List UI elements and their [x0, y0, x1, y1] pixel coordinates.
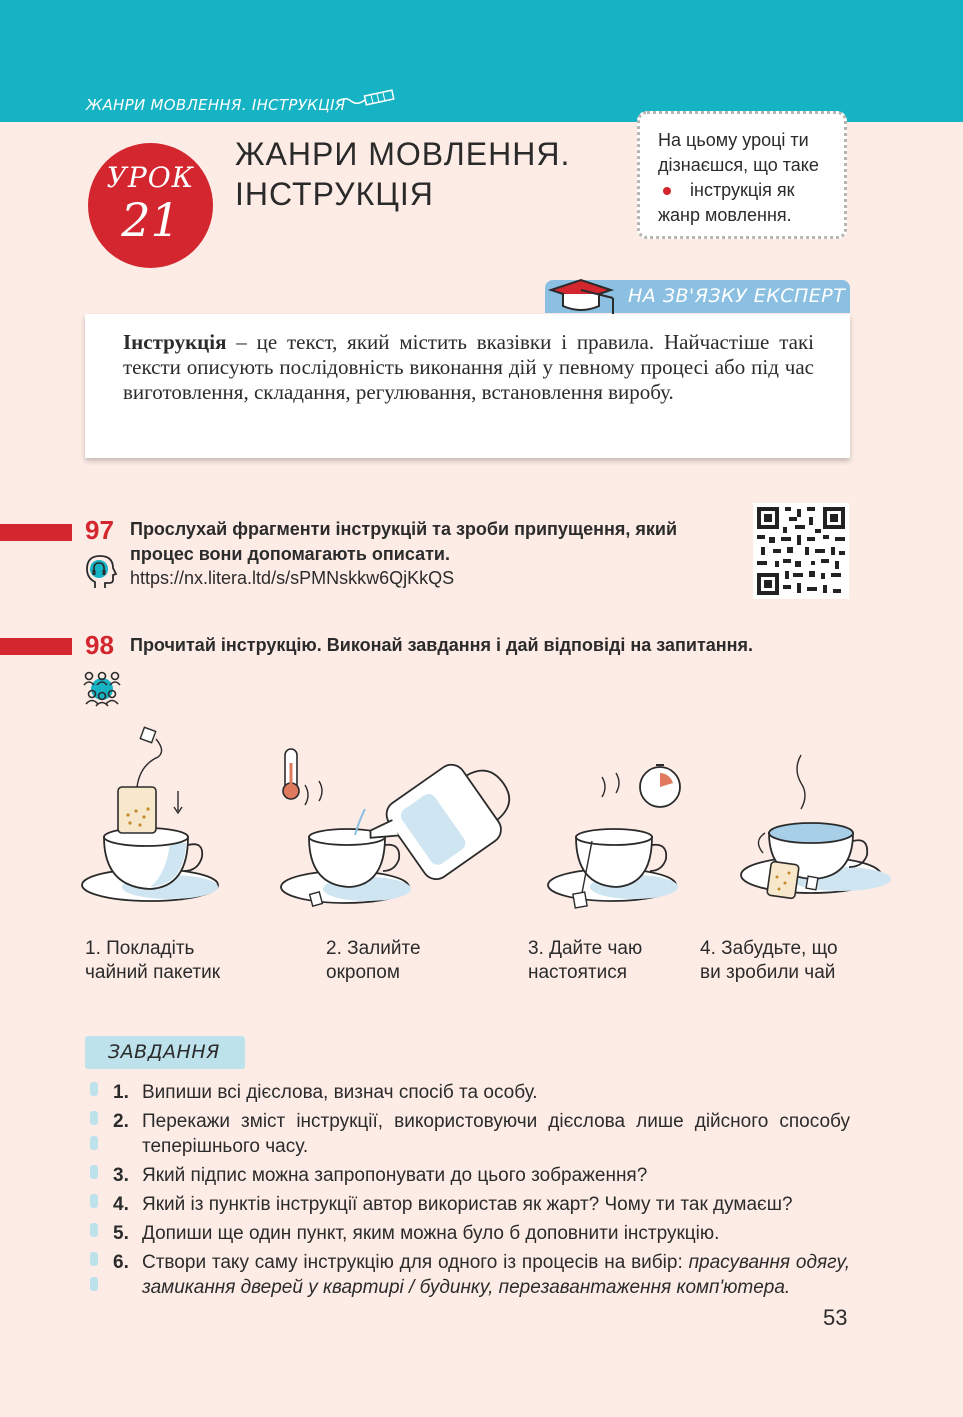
- step-1-line2: чайний пакетик: [85, 962, 221, 983]
- task-97-number: 97: [85, 515, 114, 545]
- exercise-text: Перекажи зміст інструкції, використовуючи дієслова лише дійсного способу теперішнього часу.: [142, 1111, 850, 1157]
- qr-code-icon[interactable]: [753, 503, 849, 599]
- step-3-line2: настоятися: [528, 962, 628, 983]
- step-2-caption: [326, 937, 421, 985]
- task-98-number: 98: [85, 630, 114, 660]
- exercise-text: Який із пунктів інструкції автор використав як жарт? Чому ти так думаєш?: [142, 1194, 793, 1215]
- list-marker: [90, 1165, 98, 1179]
- step-2-line2: окропом: [326, 962, 400, 983]
- exercise-item: [90, 1080, 850, 1105]
- step-1-line1: 1. Покладіть: [85, 938, 195, 959]
- list-marker: [90, 1252, 98, 1266]
- step-1-teabag-cup-illustration: [70, 725, 230, 915]
- goals-item-line1: інструкція як: [690, 180, 795, 200]
- exercise-item: [90, 1163, 850, 1188]
- exercise-text: Створи таку саму інструкцію для одного із процесів на вибір:: [142, 1252, 689, 1273]
- bullet-dot-icon: [663, 187, 671, 195]
- task-98-bar: [0, 638, 72, 655]
- exercise-text: Який підпис можна запропонувати до цього зображення?: [142, 1165, 648, 1186]
- list-marker: [90, 1194, 98, 1208]
- goals-intro-line1: На цьому уроці ти: [658, 130, 809, 150]
- step-4-caption: [700, 937, 838, 985]
- definition-card: [85, 314, 850, 458]
- step-3-line1: 3. Дайте чаю: [528, 938, 643, 959]
- page-number: 53: [823, 1305, 848, 1330]
- step-1-caption: [85, 937, 220, 985]
- exercise-number: 1.: [113, 1082, 129, 1103]
- lesson-title-line1: ЖАНРИ МОВЛЕННЯ.: [235, 136, 571, 172]
- lesson-number: 21: [121, 193, 180, 247]
- step-3-caption: [528, 937, 642, 985]
- task-98-text: Прочитай інструкцію. Виконай завдання і дай відповіді на запитання.: [130, 635, 754, 655]
- exercise-text: Допиши ще один пункт, яким можна було б доповнити інструкцію.: [142, 1223, 720, 1244]
- goals-bullet-item: [658, 178, 844, 203]
- exercise-text: Випиши всі дієслова, визнач спосіб та особу.: [142, 1082, 538, 1103]
- lesson-word: УРОК: [106, 161, 195, 194]
- expert-label: НА ЗВ'ЯЗКУ ЕКСПЕРТ: [628, 285, 846, 307]
- running-head: ЖАНРИ МОВЛЕННЯ. ІНСТРУКЦІЯ: [86, 96, 346, 114]
- list-marker: [90, 1111, 98, 1125]
- step-4-line2: ви зробили чай: [700, 962, 836, 983]
- exercise-number: 4.: [113, 1194, 129, 1215]
- headphones-head-icon: [83, 552, 119, 590]
- exercise-number: 6.: [113, 1252, 129, 1273]
- lesson-title-line2: ІНСТРУКЦІЯ: [235, 176, 434, 212]
- task-97-bar: [0, 524, 72, 541]
- exercise-item: [90, 1109, 850, 1159]
- exercise-item: [90, 1192, 850, 1217]
- goals-intro-line2: дізнаєшся, що таке: [658, 155, 819, 175]
- list-marker: [90, 1277, 98, 1291]
- group-work-icon: [82, 670, 122, 708]
- tasks-tag-label: ЗАВДАННЯ: [108, 1041, 220, 1063]
- pen-icon: [335, 88, 397, 110]
- list-marker: [90, 1136, 98, 1150]
- step-4-forgotten-tea-illustration: [735, 725, 905, 915]
- exercise-number: 3.: [113, 1165, 129, 1186]
- exercise-item: [90, 1250, 850, 1300]
- lesson-title: [235, 134, 570, 214]
- list-marker: [90, 1082, 98, 1096]
- step-2-line1: 2. Залийте: [326, 938, 421, 959]
- definition-term: Інструкція: [123, 330, 227, 354]
- lesson-badge: [88, 143, 213, 268]
- exercise-number: 5.: [113, 1223, 129, 1244]
- task-97-text: [130, 517, 730, 567]
- task-97-link[interactable]: https://nx.litera.ltd/s/sPMNskkw6QjKkQS: [130, 568, 455, 588]
- exercise-item: [90, 1221, 850, 1246]
- exercise-italic-text: прасування одягу, замикання дверей у квартирі / будинку, перезавантаження комп'ютера.: [142, 1252, 850, 1298]
- definition-text: – це текст, який містить вказівки і правила. Найчастіше такі тексти описують послідовність виконання дій у певному процесі або під час виготовлення, складання, регулювання, встановлення виробу.: [123, 330, 814, 404]
- step-3-steeping-cup-illustration: [540, 725, 700, 915]
- lesson-goals-box: [637, 111, 847, 239]
- step-4-line1: 4. Забудьте, що: [700, 938, 838, 959]
- exercise-number: 2.: [113, 1111, 129, 1132]
- exercise-list: [90, 1080, 850, 1304]
- goals-item-line2: жанр мовлення.: [658, 205, 792, 225]
- list-marker: [90, 1223, 98, 1237]
- task-97-line2: процес вони допомагають описати.: [130, 544, 450, 564]
- step-2-kettle-cup-illustration: [275, 725, 515, 915]
- task-97-line1: Прослухай фрагменти інструкцій та зроби припущення, який: [130, 519, 678, 539]
